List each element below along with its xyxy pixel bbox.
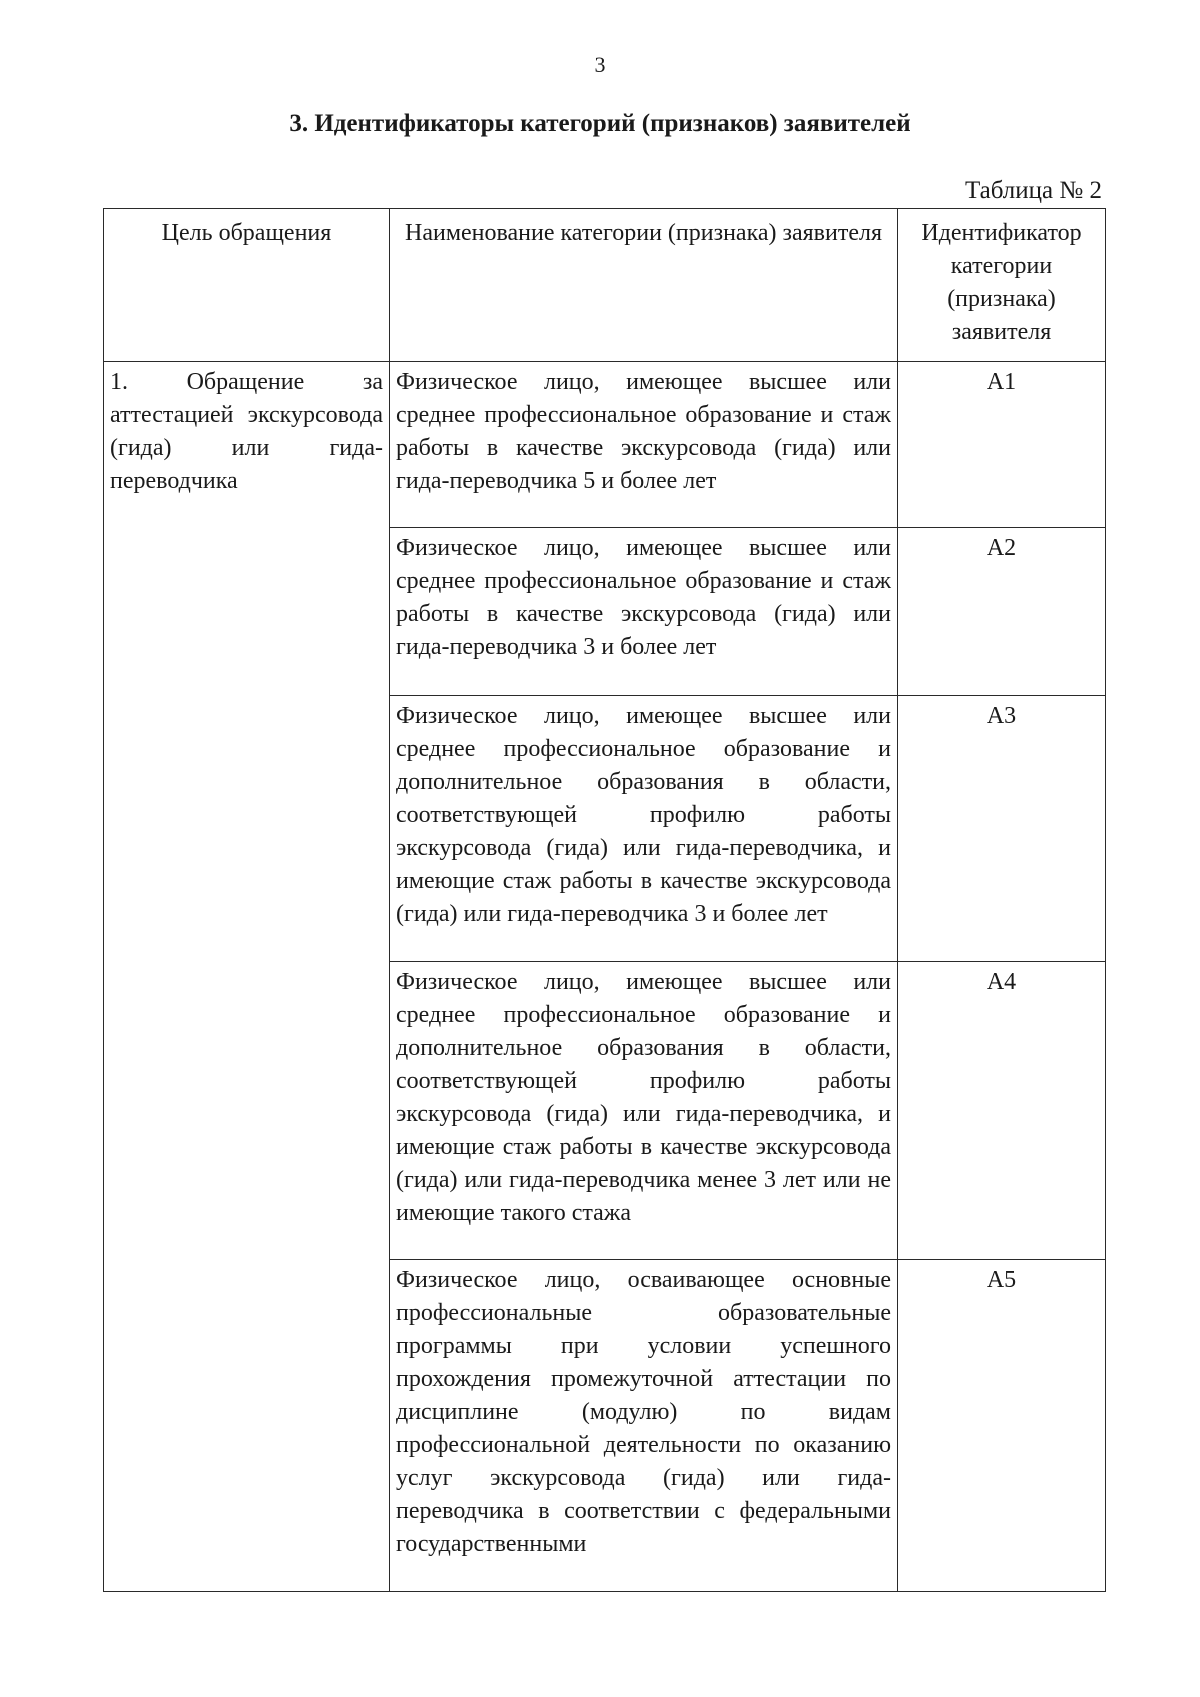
category-name-cell: Физическое лицо, имеющее высшее или среднее профессиональное образование и дополнительное образования в области, соответствующей профилю работы экскурсовода (гида) или гида-переводчика, и имеющие стаж работы в качестве экскурсовода (гида) или гида-переводчика менее 3 лет или не имеющие такого стажа [390,962,898,1260]
table-caption: Таблица № 2 [964,177,1102,204]
section-title: 3. Идентификаторы категорий (признаков) заявителей [289,110,911,137]
category-name-cell: Физическое лицо, имеющее высшее или среднее профессиональное образование и стаж работы в качестве экскурсовода (гида) или гида-переводчика 3 и более лет [390,528,898,696]
identifier-cell: А5 [898,1260,1106,1592]
goal-cell: 1. Обращение за аттестацией экскурсовода (гида) или гида-переводчика [104,362,390,1592]
table-row [104,362,1106,528]
category-name-cell: Физическое лицо, осваивающее основные профессиональные образовательные программы при условии успешного прохождения промежуточной аттестации по дисциплине (модулю) по видам профессиональной деятельности по оказанию услуг экскурсовода (гида) или гида-переводчика в соответствии с федеральными государственными [390,1260,898,1592]
identifier-cell: А1 [898,362,1106,528]
header-goal: Цель обращения [104,209,390,362]
identifier-cell: А3 [898,696,1106,962]
page-number: 3 [594,52,606,77]
category-name-cell: Физическое лицо, имеющее высшее или среднее профессиональное образование и дополнительное образования в области, соответствующей профилю работы экскурсовода (гида) или гида-переводчика, и имеющие стаж работы в качестве экскурсовода (гида) или гида-переводчика 3 и более лет [390,696,898,962]
table-header-row [104,209,1106,362]
header-identifier: Идентификатор категории (признака) заявителя [898,209,1106,362]
categories-table [103,208,1106,1592]
header-category-name: Наименование категории (признака) заявителя [390,209,898,362]
identifier-cell: А4 [898,962,1106,1260]
identifier-cell: А2 [898,528,1106,696]
category-name-cell: Физическое лицо, имеющее высшее или среднее профессиональное образование и стаж работы в качестве экскурсовода (гида) или гида-переводчика 5 и более лет [390,362,898,528]
